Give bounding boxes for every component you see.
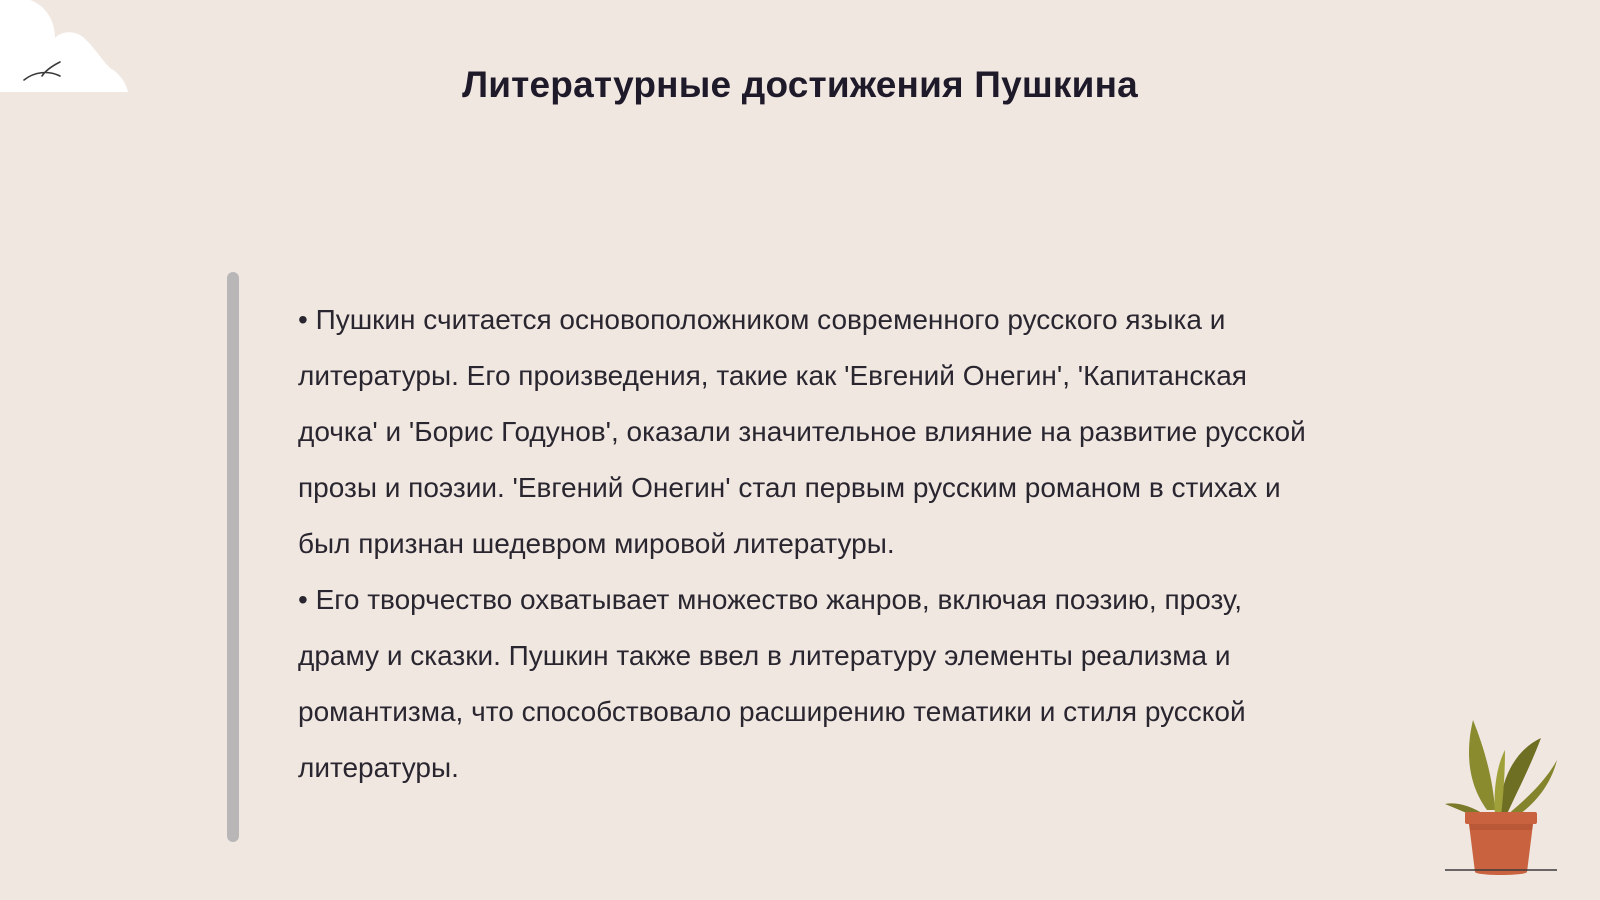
slide-body (298, 292, 1308, 796)
bullet-item: • Пушкин считается основоположником современного русского языка и литературы. Его произведения, такие как 'Евгений Онегин', 'Капитанская дочка' и 'Борис Годунов', оказали значительное влияние на развитие русской прозы и поэзии. 'Евгений Онегин' стал первым русским романом в стихах и был признан шедевром мировой литературы. (298, 304, 1306, 559)
accent-bar (227, 272, 239, 842)
slide-title: Литературные достижения Пушкина (462, 64, 1138, 105)
potted-plant-icon (1445, 720, 1575, 890)
bullet-item: • Его творчество охватывает множество жанров, включая поэзию, прозу, драму и сказки. Пушкин также ввел в литературу элементы реализма и романтизма, что способствовало расширению тематики и стиля русской литературы. (298, 584, 1246, 783)
